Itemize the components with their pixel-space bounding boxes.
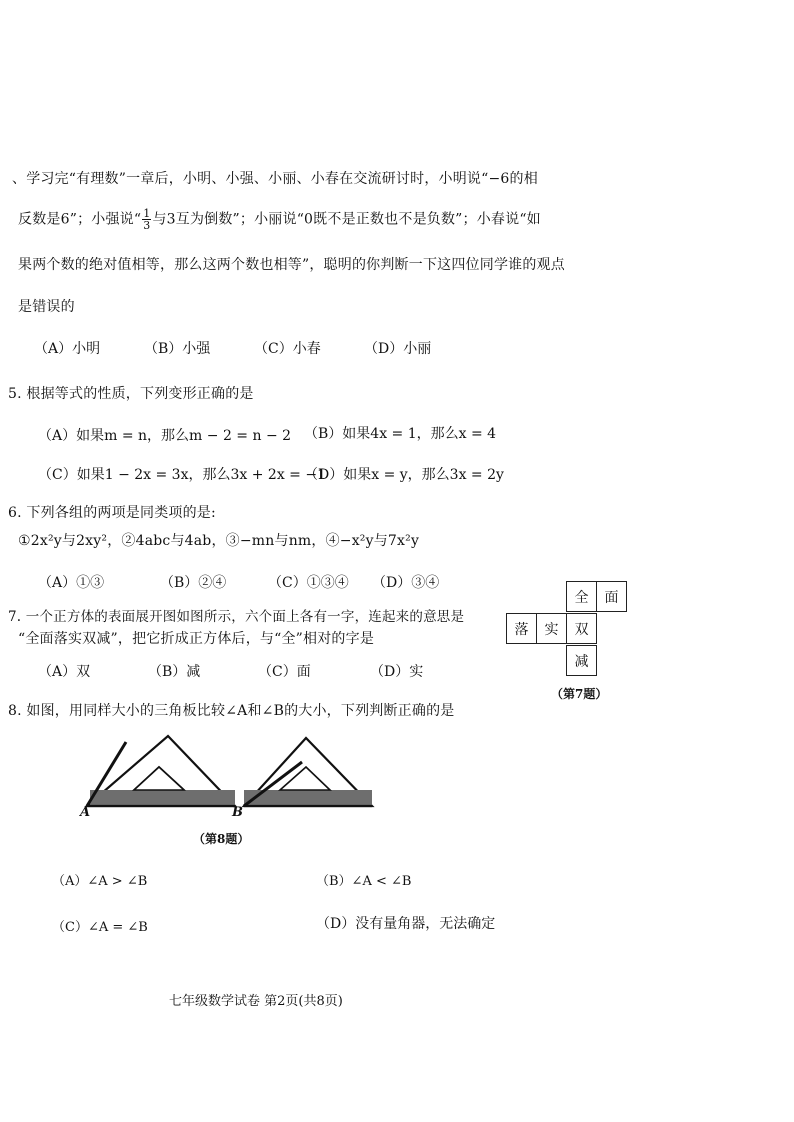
- q4-option-a[interactable]: （A）小明: [34, 341, 101, 357]
- q7-option-b[interactable]: （B）减: [148, 664, 201, 680]
- net-cell-mian: 面: [596, 581, 627, 612]
- q4-line-2: [18, 208, 541, 231]
- q4-option-d[interactable]: （D）小丽: [364, 341, 432, 357]
- q4-line-3: 果两个数的绝对值相等，那么这两个数也相等”，聪明的你判断一下这四位同学谁的观点: [18, 257, 565, 273]
- q7-option-d[interactable]: （D）实: [370, 664, 424, 680]
- page-footer: 七年级数学试卷 第2页(共8页): [169, 994, 343, 1009]
- q5-option-a[interactable]: （A）如果m = n，那么m − 2 = n − 2: [38, 428, 292, 444]
- q8-option-b[interactable]: （B）∠A < ∠B: [316, 874, 412, 889]
- q8-option-d[interactable]: （D）没有量角器，无法确定: [316, 916, 496, 932]
- q7-line-2: “全面落实双减”，把它折成正方体后，与“全”相对的字是: [18, 631, 375, 647]
- net-cell-shi: 实: [536, 613, 567, 644]
- q7-option-c[interactable]: （C）面: [258, 664, 311, 680]
- q8-option-a[interactable]: （A）∠A > ∠B: [52, 874, 148, 889]
- fraction-numerator: 1: [143, 207, 151, 220]
- angle-a-figure: [87, 736, 235, 806]
- q8-stem: 8. 如图，用同样大小的三角板比较∠A和∠B的大小，下列判断正确的是: [8, 703, 455, 719]
- q6-option-d[interactable]: （D）③④: [372, 575, 440, 591]
- net-cell-jian: 减: [566, 645, 597, 676]
- q7-option-a[interactable]: （A）双: [38, 664, 91, 680]
- angle-b-figure: [244, 738, 372, 806]
- q4-line-2-part-b: 与3互为倒数”；小丽说“0既不是正数也不是负数”；小春说“如: [152, 211, 541, 228]
- triangle-rulers-figure: [80, 730, 380, 830]
- angle-label-a: A: [80, 805, 91, 820]
- q4-line-2-part-a: 反数是6”；小强说“: [18, 211, 142, 228]
- q8-option-c[interactable]: （C）∠A = ∠B: [52, 920, 148, 935]
- fraction-denominator: 3: [143, 219, 151, 232]
- q4-option-b[interactable]: （B）小强: [144, 341, 211, 357]
- angle-label-b: B: [232, 805, 243, 820]
- q6-items: ①2x²y与2xy²，②4abc与4ab，③−mn与nm，④−x²y与7x²y: [18, 533, 420, 549]
- q6-option-b[interactable]: （B）②④: [160, 575, 227, 591]
- q4-line-1: 、学习完“有理数”一章后，小明、小强、小丽、小春在交流研讨时，小明说“−6的相: [12, 171, 538, 187]
- q4-fraction: [142, 208, 151, 231]
- q5-option-b[interactable]: （B）如果4x = 1，那么x = 4: [304, 426, 497, 442]
- q4-option-c[interactable]: （C）小春: [254, 341, 321, 357]
- q7-caption: （第7题）: [551, 687, 608, 701]
- q5-stem: 5. 根据等式的性质，下列变形正确的是: [8, 386, 254, 402]
- q6-stem: 6. 下列各组的两项是同类项的是:: [8, 505, 216, 521]
- q6-option-c[interactable]: （C）①③④: [268, 575, 349, 591]
- ruler-shade-a: [90, 790, 235, 806]
- q7-line-1: 7. 一个正方体的表面展开图如图所示，六个面上各有一字，连起来的意思是: [8, 609, 465, 625]
- net-cell-luo: 落: [506, 613, 537, 644]
- q5-option-d[interactable]: （D）如果x = y，那么3x = 2y: [304, 467, 504, 483]
- q8-caption: （第8题）: [193, 832, 250, 846]
- q5-option-c[interactable]: （C）如果1 − 2x = 3x，那么3x + 2x = −1: [38, 467, 326, 483]
- net-cell-quan: 全: [566, 581, 597, 612]
- q6-option-a[interactable]: （A）①③: [38, 575, 105, 591]
- q4-line-4: 是错误的: [18, 299, 75, 315]
- net-cell-shuang: 双: [566, 613, 597, 644]
